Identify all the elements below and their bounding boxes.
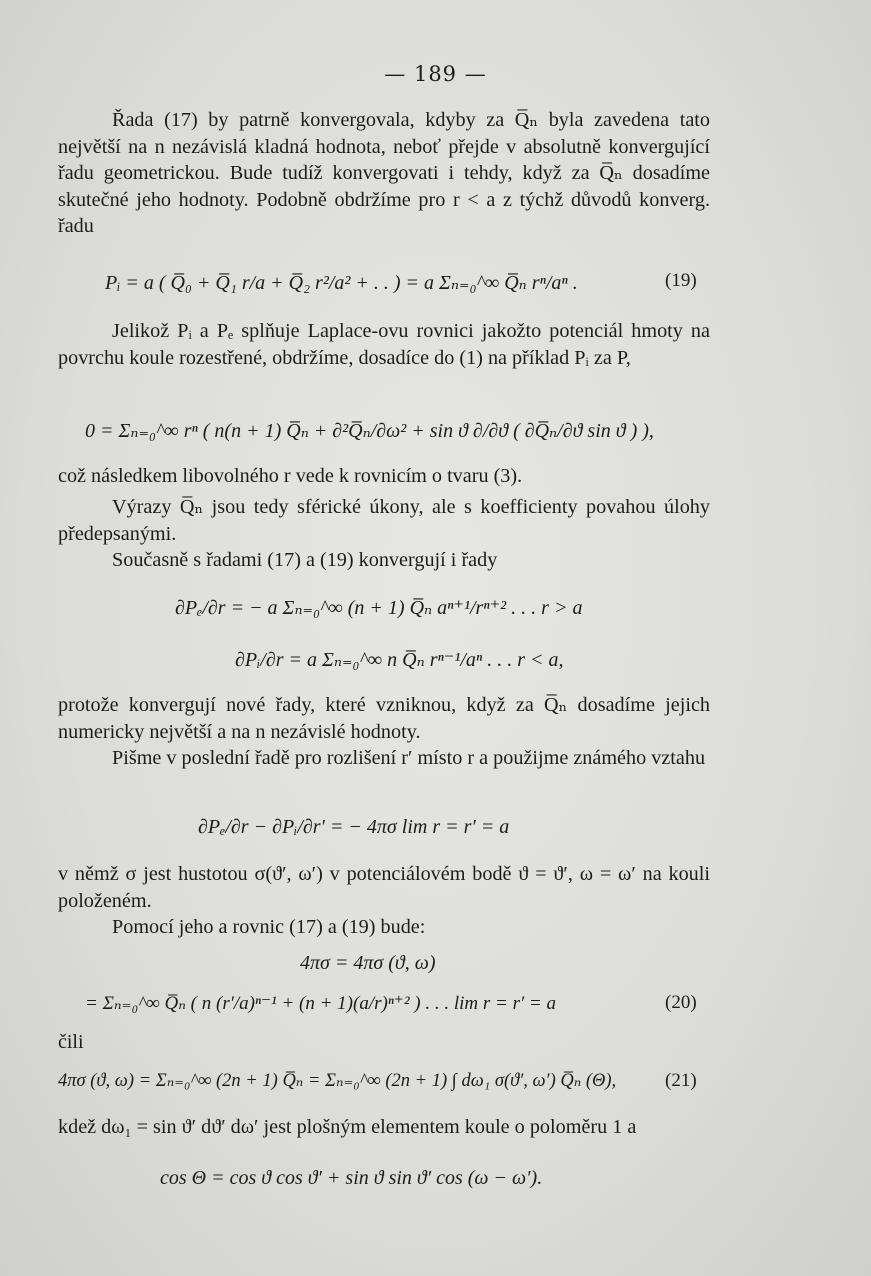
paragraph-laplace: Jelikož Pᵢ a Pₑ splňuje Laplace-ovu rovnici jakožto potenciál hmoty na povrchu koule rozestřené, obdržíme, dosadíce do (1) na příklad Pᵢ za P, [58, 320, 710, 369]
equation-laplace-text: 0 = Σₙ₌₀^∞ rⁿ ( n(n + 1) Q̅ₙ + ∂²Q̅ₙ/∂ω² + sin ϑ ∂/∂ϑ ( ∂Q̅ₙ/∂ϑ sin ϑ ) ), [85, 420, 654, 442]
paragraph-series-convergence: Řada (17) by patrně konvergovala, kdyby za Q̅ₙ byla zavedena tato největší na n nezávislá kladná hodnota, neboť přejde v absolutně konvergující řadu geometrickou. Bude tudíž konvergovati i tehdy, když za Q̅ₙ dosadíme skutečné jeho hodnoty. Podobně obdržíme pro r < a z týchž důvodů konverg. řadu [58, 109, 710, 237]
equation-21-text: 4πσ (ϑ, ω) = Σₙ₌₀^∞ (2n + 1) Q̅ₙ = Σₙ₌₀^∞ (2n + 1) ∫ dω₁ σ(ϑ′, ω′) Q̅ₙ (Θ), [58, 1071, 617, 1091]
equation-20-top [0, 950, 871, 978]
equation-20-top-text: 4πσ = 4πσ (ϑ, ω) [300, 952, 436, 974]
equation-19 [0, 262, 871, 302]
paragraph-using: Pomocí jeho a rovnic (17) a (19) bude: [112, 916, 426, 938]
paragraph-spherical-functions: Výrazy Q̅ₙ jsou tedy sférické úkony, ale s koefficienty povahou úlohy předepsanými. [58, 496, 710, 545]
page-number: — 189 — [384, 62, 487, 86]
equation-20-text: = Σₙ₌₀^∞ Q̅ₙ ( n (r′/a)ⁿ⁻¹ + (n + 1)(a/r)ⁿ⁺² ) . . . lim r = r′ = a [85, 993, 556, 1014]
equation-cos-theta [0, 1165, 871, 1195]
equation-20 [0, 982, 871, 1026]
equation-20-number: (20) [665, 992, 697, 1013]
equation-dpe-dr [0, 585, 871, 629]
equation-jump [0, 802, 871, 848]
equation-dpi-dr-text: ∂Pᵢ/∂r = a Σₙ₌₀^∞ n Q̅ₙ rⁿ⁻¹/aⁿ . . . r < a, [235, 649, 564, 671]
paragraph-surface-element: kdež dω₁ = sin ϑ′ dϑ′ dω′ jest plošným elementem koule o poloměru 1 a [58, 1116, 637, 1138]
equation-21-number: (21) [665, 1070, 697, 1091]
equation-19-number: (19) [665, 270, 697, 291]
label-or: čili [58, 1031, 84, 1053]
paragraph-consequence: což následkem libovolného r vede k rovnicím o tvaru (3). [58, 465, 523, 487]
paragraph-density: v němž σ jest hustotou σ(ϑ′, ω′) v potenciálovém bodě ϑ = ϑ′, ω = ω′ na kouli položeném. [58, 863, 710, 912]
equation-dpi-dr [0, 635, 871, 679]
paragraph-simultaneous: Současně s řadami (17) a (19) konvergují i řady [112, 549, 498, 571]
equation-laplace [0, 410, 871, 454]
paragraph-relation: Pišme v poslední řadě pro rozlišení r′ místo r a použijme známého vztahu [112, 747, 706, 769]
equation-21 [0, 1060, 871, 1104]
equation-jump-text: ∂Pₑ/∂r − ∂Pᵢ/∂r′ = − 4πσ lim r = r′ = a [198, 816, 510, 838]
equation-cos-theta-text: cos Θ = cos ϑ cos ϑ′ + sin ϑ sin ϑ′ cos (ω − ω′). [160, 1167, 543, 1189]
paragraph-because: protože konvergují nové řady, které vzniknou, když za Q̅ₙ dosadíme jejich numericky největší a na n nezávislé hodnoty. [58, 694, 710, 743]
equation-19-text: Pᵢ = a ( Q̅₀ + Q̅₁ r/a + Q̅₂ r²/a² + . . ) = a Σₙ₌₀^∞ Q̅ₙ rⁿ/aⁿ . [105, 272, 578, 294]
equation-dpe-dr-text: ∂Pₑ/∂r = − a Σₙ₌₀^∞ (n + 1) Q̅ₙ aⁿ⁺¹/rⁿ⁺² . . . r > a [175, 597, 583, 619]
